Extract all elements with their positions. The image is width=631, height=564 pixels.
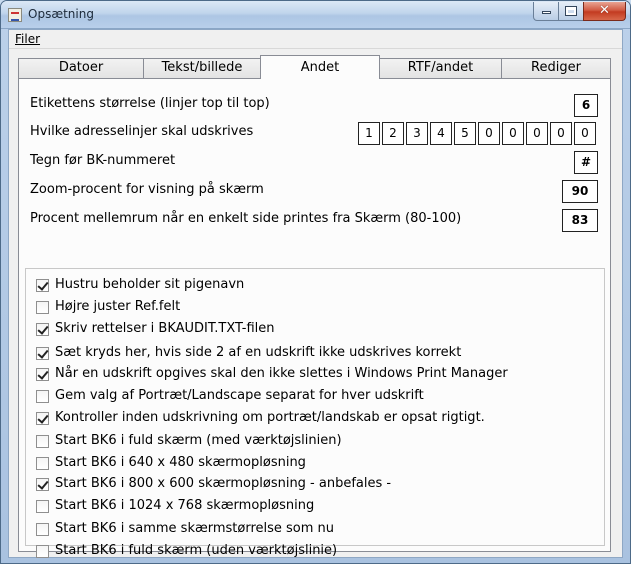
tab-datoer[interactable]: Datoer: [18, 58, 144, 78]
checkbox[interactable]: [36, 412, 49, 425]
checkbox[interactable]: [36, 347, 49, 360]
bk-prefix-field[interactable]: #: [574, 151, 598, 174]
address-line-8[interactable]: 0: [526, 122, 548, 145]
address-line-1[interactable]: 1: [358, 122, 380, 145]
checkbox[interactable]: [36, 435, 49, 448]
checkbox-label: Start BK6 i fuld skærm (med værktøjslinien): [55, 433, 342, 448]
checkbox[interactable]: [36, 523, 49, 536]
checkbox-label: Skriv rettelser i BKAUDIT.TXT-filen: [55, 321, 275, 336]
tab-andet[interactable]: Andet: [260, 55, 380, 79]
tab-panel-andet: [18, 78, 611, 558]
zoom-label: Zoom-procent for visning på skærm: [30, 182, 264, 197]
zoom-field[interactable]: 90: [562, 180, 598, 203]
checkbox[interactable]: [36, 323, 49, 336]
checkbox-label: Start BK6 i 640 x 480 skærmopløsning: [55, 455, 306, 470]
checkbox-label: Sæt kryds her, hvis side 2 af en udskrift ikke udskrives korrekt: [55, 345, 462, 360]
menu-bar: [9, 30, 622, 49]
window-title: Opsætning: [28, 7, 94, 21]
address-line-2[interactable]: 2: [382, 122, 404, 145]
title-bar[interactable]: [1, 1, 630, 29]
address-line-7[interactable]: 0: [502, 122, 524, 145]
checkbox[interactable]: [36, 368, 49, 381]
checkbox-label: Start BK6 i fuld skærm (uden værktøjslinie): [55, 543, 338, 558]
print-spacing-label: Procent mellemrum når en enkelt side printes fra Skærm (80-100): [30, 211, 462, 226]
address-line-3[interactable]: 3: [406, 122, 428, 145]
checkbox-label: Kontroller inden udskrivning om portræt/landskab er opsat rigtigt.: [55, 410, 485, 425]
minimize-button[interactable]: [533, 2, 559, 21]
tab-tekst-billede[interactable]: Tekst/billede: [143, 58, 261, 78]
address-line-10[interactable]: 0: [574, 122, 596, 145]
client-area: [8, 29, 623, 558]
address-line-6[interactable]: 0: [478, 122, 500, 145]
print-spacing-field[interactable]: 83: [562, 209, 598, 232]
menu-filer[interactable]: Filer: [15, 32, 41, 46]
label-size-field[interactable]: 6: [574, 94, 598, 117]
checkbox-label: Højre juster Ref.felt: [55, 299, 181, 314]
maximize-button[interactable]: [558, 2, 584, 21]
checkbox[interactable]: [36, 457, 49, 470]
address-line-5[interactable]: 5: [454, 122, 476, 145]
app-icon[interactable]: [8, 8, 22, 22]
maximize-icon: [566, 7, 576, 15]
tab-rtf-andet[interactable]: RTF/andet: [379, 58, 502, 78]
checkbox-label: Hustru beholder sit pigenavn: [55, 277, 245, 292]
address-lines-label: Hvilke adresselinjer skal udskrives: [30, 124, 254, 139]
close-button[interactable]: [583, 2, 626, 21]
checkbox[interactable]: [36, 478, 49, 491]
checkbox-label: Start BK6 i 800 x 600 skærmopløsning - anbefales -: [55, 476, 392, 491]
minimize-icon: [542, 11, 551, 14]
address-line-9[interactable]: 0: [550, 122, 572, 145]
checkbox[interactable]: [36, 390, 49, 403]
bk-prefix-label: Tegn før BK-nummeret: [30, 153, 176, 168]
checkbox-label: Gem valg af Portræt/Landscape separat for hver udskrift: [55, 388, 424, 403]
options-group: [25, 268, 605, 558]
checkbox[interactable]: [36, 301, 49, 314]
checkbox[interactable]: [36, 545, 49, 558]
checkbox-label: Start BK6 i samme skærmstørrelse som nu: [55, 521, 335, 536]
address-line-4[interactable]: 4: [430, 122, 452, 145]
checkbox[interactable]: [36, 500, 49, 513]
close-icon: ✕: [599, 3, 610, 18]
tab-rediger[interactable]: Rediger: [501, 58, 611, 78]
checkbox[interactable]: [36, 279, 49, 292]
label-size-label: Etikettens størrelse (linjer top til top): [30, 96, 270, 111]
checkbox-label: Når en udskrift opgives skal den ikke slettes i Windows Print Manager: [55, 366, 508, 381]
checkbox-label: Start BK6 i 1024 x 768 skærmopløsning: [55, 498, 315, 513]
